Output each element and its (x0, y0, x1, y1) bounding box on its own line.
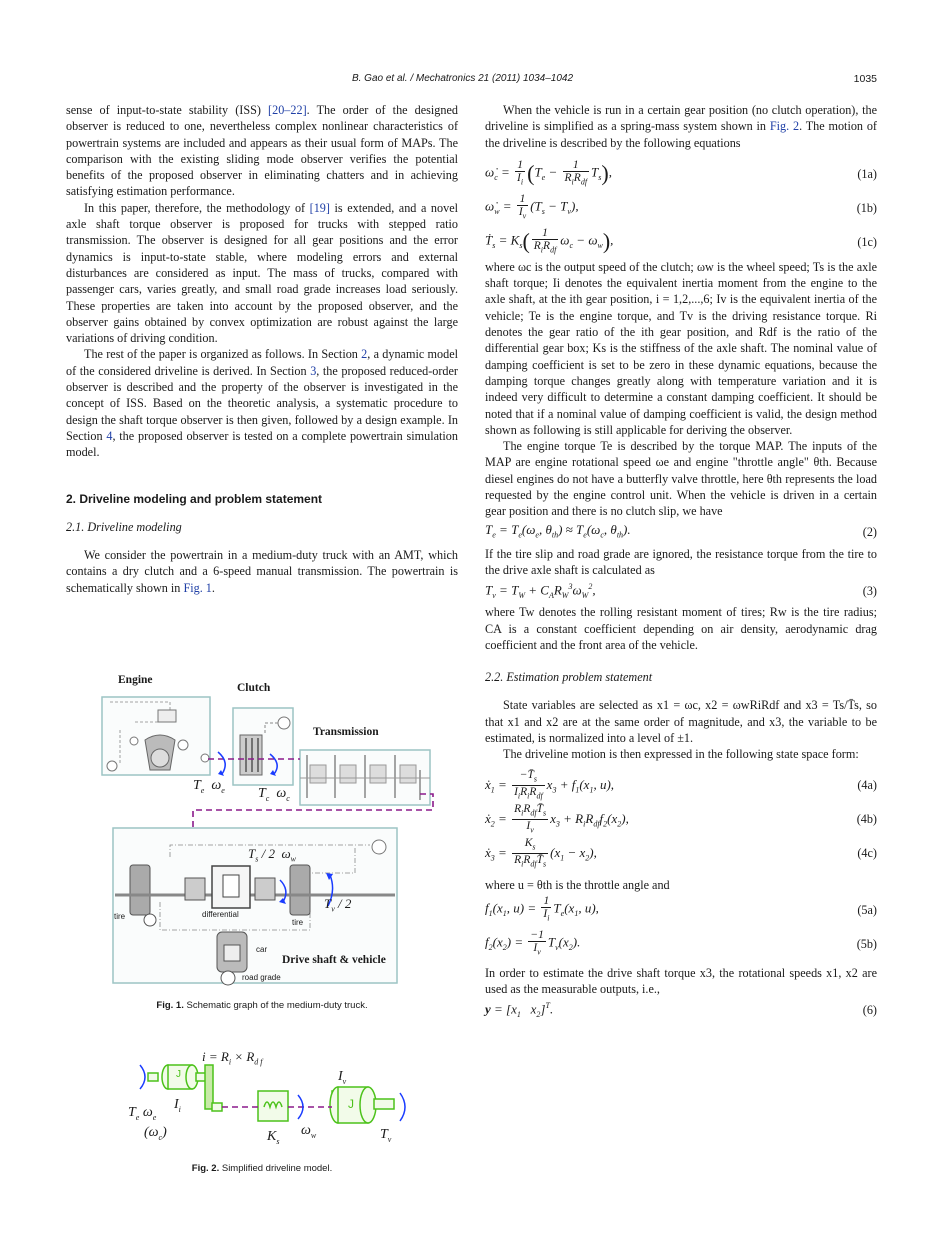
running-header (0, 73, 925, 87)
label-clutch: Clutch (237, 682, 271, 694)
section-link-4[interactable]: 4 (106, 428, 113, 443)
figure-1-drawing (100, 670, 445, 990)
label-transmission: Transmission (313, 726, 379, 738)
label-ww: $\omega_w$ (301, 1123, 317, 1140)
fig2-link[interactable]: Fig. 2 (769, 119, 800, 134)
paragraph-measurable-outputs: In order to estimate the drive shaft torque x3, the rotational speeds x1, x2 are used as the measurable outputs, i.e., (485, 965, 877, 997)
paragraph-intro-continued: sense of input-to-state stability (ISS) [20–22]. The order of the designed observer is reduced to one, nevertheless complex nonlinear characteristics of powertrain systems are included and appears as their usual form of MAPs. The comparison with the existing sliding mode observer verifies the potential benefits of the proposed observer in eliminating chatters and in achieving satisfying estimation performance. (66, 103, 458, 199)
paragraph-resistance-torque: If the tire slip and road grade are ignored, the resistance torque from the tire to the drive axle shaft is calculated as (485, 546, 877, 577)
symbol-Te: $T_e$ $\omega_e$ (193, 778, 225, 795)
equation-5b: $f_2(x_2)$ = $\frac{-1}{I_v}$ $T_v(x_2)$. (5b) (485, 929, 877, 957)
paragraph-spring-mass: When the vehicle is run in a certain gear position (no clutch operation), the driveline is simplified as a spring-mass system shown in Fig. 2. The motion of the driveline is described by the following equations (485, 103, 877, 150)
left-column (66, 102, 458, 596)
subsection-heading-2-1: 2.1. Driveline modeling (66, 519, 182, 534)
ref-link-20-22[interactable]: [20–22] (268, 103, 307, 117)
paragraph-variable-definitions: where ωc is the output speed of the clutch; ωw is the wheel speed; Ts is the axle shaft torque; Ii denotes the equivalent inertia moment from the engine to the axle shaft, at the ith gear position, i = 1,2,...,6; Iv is the equivalent inertia of the vehicle; Te is the engine torque, and Tv is the driving resistance torque. Ri denotes the gear ratio of the ith gear position, and Rdf is the ratio of the differential gear box; Ks is the stiffness of the axle shaft. The nominal value of damping coefficient is set to be zero in these dynamic equations, because the damping torque changes greatly along with temperature variation and it is indeed very difficult to determine a constant damping coefficient. It should be noted that if a nominal value of damping coefficient is valid, the design method shown as following is still applicable for deriving the observer. (485, 259, 877, 437)
figure-2-driveline-model (110, 1049, 410, 1165)
equation-3: $T_v = T_W + C_AR_W^3\omega_W^2$, (3) (485, 581, 877, 600)
label-gear-ratio: $i = R_i \times R_{d f}$ (202, 1049, 263, 1067)
journal-citation: B. Gao et al. / Mechatronics 21 (2011) 1034–1042 (351, 73, 574, 84)
label-wc: $(\omega_c)$ (144, 1125, 167, 1142)
paragraph-state-space: The driveline motion is then expressed in the following state space form: (503, 747, 859, 762)
paragraph-methodology: In this paper, therefore, the methodology of [19] is extended, and a novel axle shaft torque observer is proposed for trucks with stepped ratio transmission. The observer is designed for all gear positions and the error dynamics is input-to-state stable, where modeling errors and external disturbances are considered as input. The mass of trucks, compared with passenger cars, varies greatly, and small road grade increases load seriously. These properties are taken into account by the proposed observer, and the observer gains obtained by convex optimization are robust against the large variations of driving condition. (66, 200, 458, 346)
label-drive-shaft-vehicle: Drive shaft & vehicle (282, 954, 386, 966)
figure-1-caption: Fig. 1. Schematic graph of the medium-duty truck. (156, 1000, 368, 1011)
paragraph-state-variables: State variables are selected as x1 = ωc, x2 = ωwRiRdf and x3 = Ts/T̄s, so that x1 and x2 are at the same order of magnitude, and x3, the variable to be estimated, is normalized into a level of ±1. (485, 698, 877, 746)
label-Te-we: $T_e$ $\omega_e$ (128, 1105, 157, 1122)
symbol-Ts-half: $T_s / 2$ $\omega_w$ (248, 846, 297, 864)
section-heading-2: 2. Driveline modeling and problem statement (66, 491, 323, 506)
right-column (485, 102, 877, 1024)
equation-4a: ẋ$_1$ = $\frac{-T̄_s}{I_iR_iR_{df}}$ $x_3 + f_1(x_1$, u), (4a) (485, 768, 877, 801)
equation-2: $T_e = T_e(\omega_e$, $\theta_{th}) \approx T_e(\omega_c$, $\theta_{th}$). (2) (485, 521, 877, 540)
section-link-2[interactable]: 2 (361, 347, 368, 362)
equation-4c: ẋ$_3$ = $\frac{K_s}{R_iR_{df}T̄_s}$ $(x_1 - x_2)$, (4c) (485, 836, 877, 869)
paragraph-powertrain: We consider the powertrain in a medium-duty truck with an AMT, which contains a dry clutch and a 6-speed manual transmission. The powertrain is schematically shown in Fig. 1. (66, 548, 458, 595)
label-tire-left: tire (114, 912, 126, 921)
paragraph-engine-torque: The engine torque Te is described by the torque MAP. The inputs of the MAP are engine rotational speed ωe and engine "throttle angle" θth. Because diesel engines do not have a butterfly valve throttle, here θth represents the load requested by the engine control unit. When the vehicle is driven in a certain gear position and there is no clutch slip, we have (485, 439, 877, 519)
subsection-heading-2-2: 2.2. Estimation problem statement (485, 670, 653, 685)
label-Ii: $I_i$ (174, 1097, 181, 1114)
paragraph-rolling-resistance: where Tw denotes the rolling resistant moment of tires; Rw is the tire radius; CA is a constant coefficient depending on air density, aerodynamic drag coefficient and the front area of the vehicle. (485, 605, 877, 652)
figure-2-caption: Fig. 2. Simplified driveline model. (191, 1163, 333, 1174)
equation-1c: Ṫ$_s$ = $K_s$( $\frac{1}{R_iR_{df}}$ $\omega_c - \omega_w$), (1c) (485, 227, 877, 255)
label-tire-right: tire (292, 918, 304, 927)
inertia-J-left: J (176, 1069, 181, 1080)
label-engine: Engine (118, 674, 153, 686)
equation-1a: $\omegȧ_c$ = $\frac{1}{I_i}$ ($T_e$ − $\frac{1}{R_iR_{df}}$ $T_s$), (1a) (485, 159, 877, 187)
equation-1b: $\omegȧ_w$ = $\frac{1}{I_v}$ $(T_s - T_v)$, (1b) (485, 193, 877, 221)
label-Iv: $I_v$ (338, 1069, 347, 1086)
section-link-3[interactable]: 3 (310, 363, 317, 378)
inertia-J-right: J (348, 1097, 354, 1111)
symbol-Tc: $T_c$ $\omega_c$ (258, 786, 290, 803)
paragraph-organization: The rest of the paper is organized as follows. In Section 2, a dynamic model of the considered driveline is derived. In Section 3, the proposed reduced-order observer is described and the property of the observer is investigated in the concept of ISS. Based on the theoretic analysis, a systematic procedure to design the shaft torque observer is then given, followed by a design example. In Section 4, the proposed observer is tested on a complete powertrain simulation model. (66, 347, 458, 460)
label-road-grade: road grade (242, 973, 281, 982)
paragraph-throttle: where u = θth is the throttle angle and (485, 877, 670, 892)
label-car: car (256, 945, 268, 954)
label-Tv: $T_v$ (380, 1127, 392, 1144)
page-number: 1035 (853, 73, 877, 85)
equation-5a: $f_1(x_1$, u) = $\frac{1}{I_i}$ $T_e(x_1$, u), (5a) (485, 895, 877, 923)
equation-4b: ẋ$_2$ = $\frac{R_iR_{df}T̄_s}{I_v}$ $x_3 + R_iR_{df}f_2(x_2)$, (4b) (485, 802, 877, 835)
figure-1-schematic (100, 670, 445, 990)
symbol-Tv-half: $T_v / 2$ (324, 896, 352, 914)
ref-link-19[interactable]: [19] (309, 200, 330, 215)
label-differential: differential (202, 910, 239, 919)
fig1-link[interactable]: Fig. 1 (183, 580, 212, 595)
label-Ks: $K_s$ (267, 1129, 280, 1146)
equation-6: $y = [x_1$ $x_2]^T$. (6) (485, 1000, 877, 1019)
